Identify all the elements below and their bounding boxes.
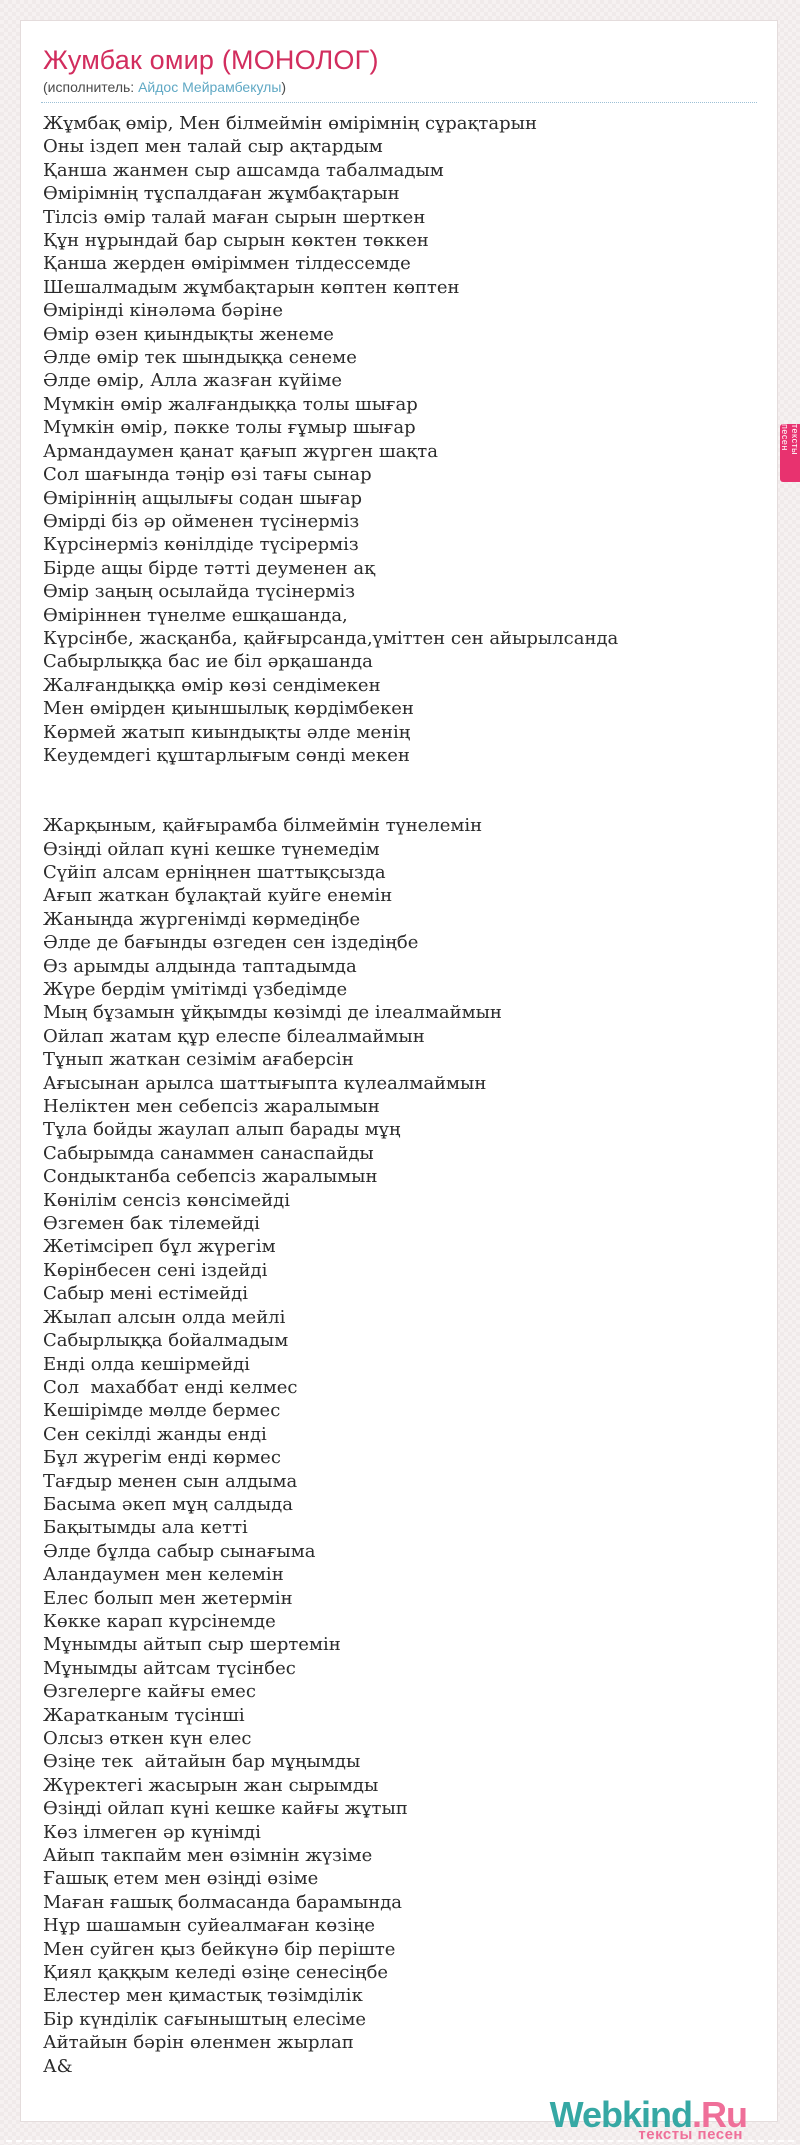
lyric-line: Бұл жүрегім енді көрмес	[43, 1447, 281, 1469]
lyrics	[43, 112, 757, 2078]
performer-link[interactable]: Айдос Мейрамбекулы	[138, 79, 282, 95]
lyric-line: Енді олда кешірмейді	[43, 1353, 250, 1375]
lyric-line: Ғашық етем мен өзіңді өзіме	[43, 1868, 319, 1890]
lyric-line: Неліктен мен себепсіз жаралымын	[43, 1096, 380, 1118]
lyric-line: Өз арымды алдында таптадымда	[43, 955, 357, 977]
lyric-line: Сабырлыққа бойалмадым	[43, 1330, 289, 1352]
lyric-line: Жаратканым түсінші	[43, 1704, 245, 1726]
lyric-line: Өмір заңың осылайда түсінерміз	[43, 581, 356, 603]
lyric-line: Армандаумен қанат қағып жүрген шақта	[43, 440, 438, 462]
lyric-line: Мен өмірден қиыншылық көрдімбекен	[43, 698, 414, 720]
lyric-line: Әлде өмір тек шындыққа сенеме	[43, 347, 357, 369]
lyric-line: Көз ілмеген әр күнімді	[43, 1821, 261, 1843]
lyric-line: Күрсінбе, жасқанба, қайғырсанда,үміттен сен айырылсанда	[43, 627, 619, 649]
site-logo-brand: Webkind	[549, 2094, 692, 2135]
lyric-line: Өзіңе тек айтайын бар мұңымды	[43, 1751, 361, 1773]
lyric-line: Көнілім сенсіз көнсімейді	[43, 1189, 290, 1211]
lyric-line: Жетімсіреп бұл жүрегім	[43, 1236, 276, 1258]
lyric-line: Өзгелерге кайғы емес	[43, 1681, 256, 1703]
lyric-line: Елестер мен қимастық төзімділік	[43, 1985, 363, 2007]
lyric-line: Ойлап жатам құр елеспе білеалмаймын	[43, 1025, 425, 1047]
lyric-line: Көкке карап күрсінемде	[43, 1610, 276, 1632]
lyric-line: Сабыр мені естімейді	[43, 1283, 248, 1305]
lyric-line: Мүмкін өмір жалғандыққа толы шығар	[43, 393, 418, 415]
lyric-line: Жұмбақ өмір, Мен білмеймін өмірімнің сұрақтарын	[43, 113, 537, 134]
lyric-line: Өзіңді ойлап күні кешке түнемедім	[43, 838, 380, 860]
performer-line	[43, 79, 757, 95]
lyric-line: Аландаумен мен келемін	[43, 1564, 284, 1586]
lyric-line: Айтайын бәрін өленмен жырлап	[43, 2032, 354, 2054]
lyric-line: Өмірінді кінәләма бәріне	[43, 300, 283, 322]
lyric-line: Сол махаббат енді келмес	[43, 1376, 298, 1398]
lyric-line: Ағысынан арылса шаттығыпта күлеалмаймын	[43, 1072, 487, 1094]
lyric-line: Жарқыным, қайғырамба білмеймін түнелемін	[43, 815, 483, 837]
lyric-line: Маған ғашық болмасанда барамында	[43, 1891, 403, 1913]
lyric-line: Құн нұрындай бар сырын көктен төккен	[43, 230, 429, 252]
site-logo[interactable]	[549, 2094, 747, 2143]
lyric-line: Өміріннен түнелме ешқашанда,	[43, 604, 348, 626]
lyric-line: Қанша жанмен сыр ашсамда табалмадым	[43, 159, 444, 181]
lyric-line: Мен суйген қыз бейкүнә бір періште	[43, 1938, 396, 1960]
lyric-line: Шешалмадым жұмбақтарын көптен көптен	[43, 276, 460, 298]
lyric-line: А&	[43, 2055, 73, 2077]
lyric-line: Тілсіз өмір талай маған сырын шерткен	[43, 206, 426, 228]
lyric-line: Оны іздеп мен талай сыр ақтардым	[43, 136, 383, 158]
lyric-line: Мұнымды айтып сыр шертемін	[43, 1634, 341, 1656]
lyric-line: Мұнымды айтсам түсінбес	[43, 1657, 296, 1679]
lyric-line: Бір күнділік сағыныштың елесіме	[43, 2008, 367, 2030]
lyric-line: Бірде ащы бірде тәтті деуменен ақ	[43, 557, 376, 579]
lyric-line: Тұнып жаткан сезімім ағаберсін	[43, 1049, 354, 1071]
lyric-line: Сен секілді жанды енді	[43, 1423, 267, 1445]
lyric-line: Сабырымда санаммен санаспайды	[43, 1142, 374, 1164]
lyric-line: Жалғандыққа өмір көзі сендімекен	[43, 674, 381, 696]
lyric-line: Айып такпайм мен өзімнін жүзіме	[43, 1845, 373, 1867]
lyric-line: Қанша жерден өміріммен тілдессемде	[43, 253, 411, 275]
lyric-line: Нұр шашамын суйеалмаған көзіңе	[43, 1915, 376, 1937]
lyric-line: Көрмей жатып киындықты әлде менің	[43, 721, 411, 743]
lyric-line: Сондыктанба себепсіз жаралымын	[43, 1166, 378, 1188]
site-logo-tagline: тексты песен	[638, 2126, 743, 2143]
lyric-line: Көрінбесен сені іздейді	[43, 1259, 268, 1281]
bottom-dashed-divider	[6, 2140, 794, 2142]
lyric-line: Күрсінерміз көнілдіде түсірерміз	[43, 534, 359, 556]
lyric-line: Әлде бұлда сабыр сынағыма	[43, 1540, 316, 1562]
lyric-line	[43, 767, 757, 790]
side-ribbon-tab[interactable]: тексты песен	[780, 424, 800, 482]
lyric-line: Ағып жаткан бұлақтай куйге енемін	[43, 885, 393, 907]
lyric-line: Өмірді біз әр ойменен түсінерміз	[43, 510, 360, 532]
lyric-line: Жүре бердім үмітімді үзбедімде	[43, 979, 348, 1000]
site-logo-domain: .Ru	[692, 2094, 747, 2135]
lyric-line: Тағдыр менен сын алдыма	[43, 1470, 298, 1492]
lyrics-card	[20, 20, 778, 2143]
lyric-line: Сабырлыққа бас ие біл әрқашанда	[43, 651, 373, 673]
lyric-line: Өзгемен бак тілемейді	[43, 1213, 260, 1235]
performer-label: (исполнитель:	[43, 79, 139, 95]
lyric-line: Өмірімнің тұспалдаған жұмбақтарын	[43, 183, 400, 205]
lyric-line: Әлде де бағынды өзгеден сен іздедіңбе	[43, 932, 419, 954]
lyric-line: Кеудемдегі құштарлығым сөнді мекен	[43, 744, 410, 766]
lyric-line: Өміріннің ащылығы содан шығар	[43, 487, 363, 509]
lyric-line: Олсыз өткен күн елес	[43, 1728, 252, 1749]
lyric-line: Кешірімде мөлде бермес	[43, 1400, 281, 1422]
lyric-line: Әлде өмір, Алла жазған күйіме	[43, 370, 342, 392]
lyric-line: Өзіңді ойлап күні кешке кайғы жұтып	[43, 1798, 408, 1820]
lyric-line: Бақытымды ала кетті	[43, 1517, 248, 1539]
lyric-line: Қиял қаққым келеді өзіңе сенесіңбе	[43, 1962, 389, 1984]
dotted-separator	[41, 101, 757, 103]
lyric-line: Өмір өзен қиындықты женеме	[43, 323, 334, 345]
lyric-line: Сүйіп алсам ерніңнен шаттықсызда	[43, 861, 386, 883]
lyric-line: Жаныңда жүргенімді көрмедіңбе	[43, 908, 361, 930]
lyric-line: Мың бұзамын ұйқымды көзімді де ілеалмаймын	[43, 1002, 502, 1024]
lyric-line: Сол шағында тәңір өзі тағы сынар	[43, 464, 372, 486]
lyric-line: Елес болып мен жетермін	[43, 1587, 293, 1609]
lyric-line: Жүректегі жасырын жан сырымды	[43, 1774, 379, 1796]
lyric-line: Тұла бойды жаулап алып барады мұң	[43, 1119, 401, 1141]
lyric-line: Жылап алсын олда мейлі	[43, 1306, 286, 1328]
lyric-line	[43, 791, 757, 814]
lyric-line: Басыма әкеп мұң салдыда	[43, 1493, 293, 1515]
performer-close-paren: )	[281, 79, 287, 95]
song-title: Жумбак омир (МОНОЛОГ)	[43, 45, 379, 75]
lyric-line: Мүмкін өмір, пәкке толы ғұмыр шығар	[43, 417, 416, 439]
